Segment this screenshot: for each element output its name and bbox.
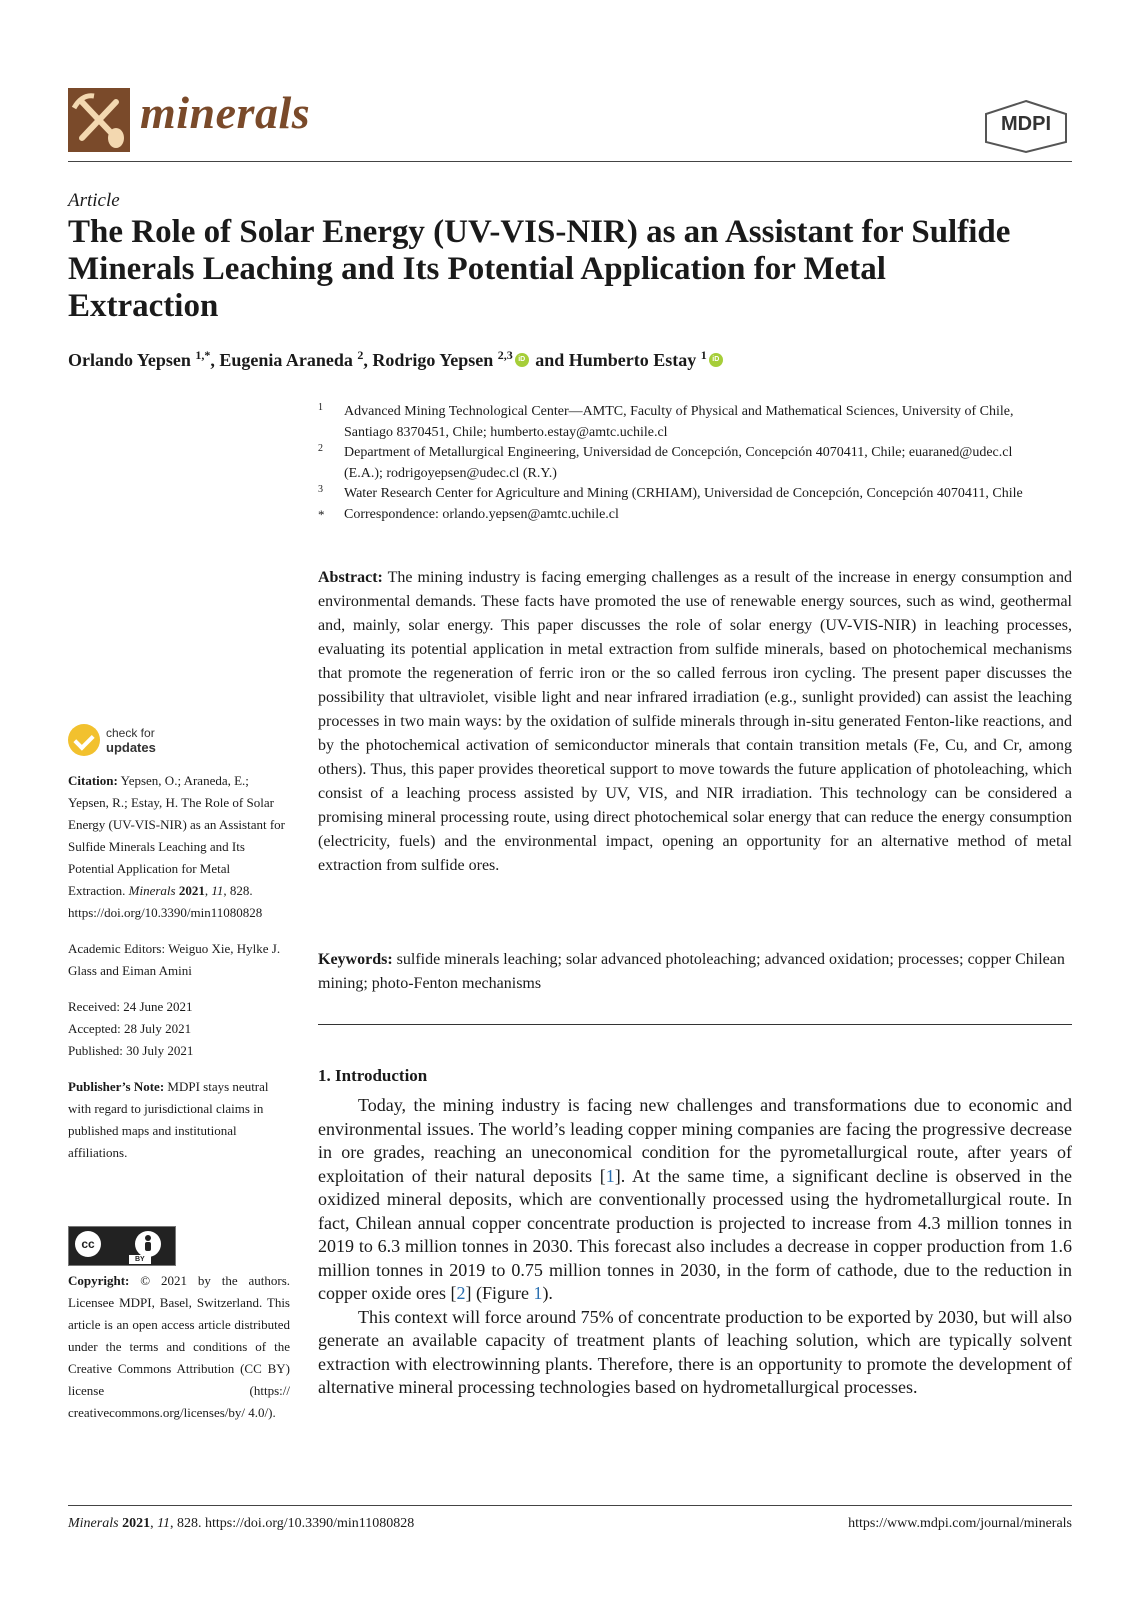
footer-year: 2021 <box>122 1516 151 1531</box>
publisher-note-text: MDPI stays neutral with regard to jurisdictional claims in published maps and institutional affiliations. <box>68 1079 269 1160</box>
affiliations <box>318 402 1048 525</box>
citation-link[interactable]: 2 <box>456 1283 466 1303</box>
section-heading: 1. Introduction <box>318 1066 428 1085</box>
footer-volume: 11 <box>157 1516 171 1531</box>
pickaxe-shovel-icon <box>68 88 130 152</box>
correspondence-mark: * <box>318 506 325 522</box>
publisher-name: MDPI <box>1001 113 1051 135</box>
check-updates-label-bold: updates <box>106 740 156 755</box>
affiliation-number: 1 <box>318 402 323 413</box>
affiliation-number: 3 <box>318 484 323 495</box>
paragraph <box>318 1094 1072 1306</box>
citation-block: Citation: Yepsen, O.; Araneda, E.; Yepsen, R.; Estay, H. The Role of Solar Energy (UV-VIS-NIR) as an Assistant for Sulfide Minerals Leaching and Its Potential Application for Metal Extraction. Minerals 2021, 11, 828. https://doi.org/10.3390/min11080828 <box>68 773 286 920</box>
citation-journal: Minerals <box>128 883 176 898</box>
journal-logo <box>68 88 130 152</box>
correspondence-text: Correspondence: orlando.yepsen@amtc.uchile.cl <box>344 506 619 522</box>
author-separator: , <box>210 350 220 370</box>
keywords-text: sulfide minerals leaching; solar advanced photoleaching; advanced oxidation; processes; copper Chilean mining; photo-Fenton mechanisms <box>318 951 1065 992</box>
author-separator: , <box>363 350 373 370</box>
citation-year: 2021 <box>178 883 205 898</box>
received-date: Received: 24 June 2021 <box>68 999 193 1014</box>
copyright-text: © 2021 by the authors. Licensee MDPI, Basel, Switzerland. This article is an open access article distributed under the terms and conditions of the Creative Commons Attribution (CC BY) license (https:// creativecommons.org/licenses/by/ 4.0/). <box>68 1273 291 1420</box>
journal-name: minerals <box>140 87 311 138</box>
check-icon <box>68 724 100 756</box>
paragraph-text: ). <box>542 1283 553 1303</box>
sidebar <box>68 770 290 1178</box>
header-divider <box>68 161 1072 162</box>
paragraph-text: ] (Figure <box>465 1283 534 1303</box>
copyright-label: Copyright: <box>68 1273 130 1288</box>
orcid-icon[interactable]: iD <box>515 353 529 367</box>
cc-license-badge[interactable] <box>68 1226 176 1266</box>
author-affiliation-marker: 2,3 <box>497 348 513 362</box>
author-name: Rodrigo Yepsen <box>372 350 498 370</box>
abstract-label: Abstract: <box>318 569 383 586</box>
affiliation-number: 2 <box>318 443 323 454</box>
citation-link[interactable]: 1 <box>605 1165 615 1186</box>
footer-journal: Minerals <box>68 1516 119 1531</box>
accepted-date: Accepted: 28 July 2021 <box>68 1021 192 1036</box>
affiliation-text: Advanced Mining Technological Center—AMTC, Faculty of Physical and Mathematical Sciences, University of Chile, Santiago 8370451, Chile; humberto.estay@amtc.uchile.cl <box>344 404 1014 440</box>
author-affiliation-marker: 2 <box>357 348 364 362</box>
dates <box>68 996 290 1062</box>
cc-by-label: BY <box>129 1255 151 1264</box>
article-title: The Role of Solar Energy (UV-VIS-NIR) as an Assistant for Sulfide Minerals Leaching and Its Potential Application for Metal Extraction <box>68 214 1011 324</box>
orcid-icon[interactable]: iD <box>709 353 723 367</box>
footer-journal-url[interactable]: https://www.mdpi.com/journal/minerals <box>848 1516 1072 1531</box>
introduction-body <box>318 1094 1072 1400</box>
author-list <box>68 348 725 371</box>
publisher-logo <box>980 98 1072 154</box>
check-updates-label: check for <box>106 726 155 740</box>
author-separator: and <box>530 350 569 370</box>
footer-doi[interactable]: , 828. https://doi.org/10.3390/min11080828 <box>170 1516 415 1531</box>
keywords <box>318 948 1072 996</box>
paragraph: This context will force around 75% of concentrate production to be exported by 2030, but will also generate an available capacity of treatment plants of leaching solution, which are typically solvent extraction with electrowinning plants. Therefore, there is an opportunity to promote the development of alternative mineral processing technologies based on hydrometallurgical processes. <box>318 1306 1072 1397</box>
keywords-label: Keywords: <box>318 951 393 968</box>
citation-volume: 11 <box>211 883 224 898</box>
abstract-text: The mining industry is facing emerging challenges as a result of the increase in energy consumption and environmental demands. These facts have promoted the use of renewable energy sources, such as wind, geothermal and, mainly, solar energy. This paper discusses the role of solar energy (UV-VIS-NIR) in leaching processes, evaluating its potential application in metal extraction from sulfide minerals, based on photochemical mechanisms that promote the regeneration of ferric iron or the so called ferrous iron cycling. The present paper discusses the possibility that ultraviolet, visible light and near infrared irradiation (e.g., sunlight provided) can assist the leaching processes in two main ways: by the oxidation of sulfide minerals through in-situ generated Fenton-like reactions, and by the photochemical activation of semiconductor minerals that contain transition metals (Fe, Cu, and Cr, among others). Thus, this paper provides theoretical support to move towards the future application of photoleaching, which consist of a leaching process assisted by UV, VIS, and NIR irradiation. This technology can be considered a promising mineral processing route, using direct photochemical solar energy that can reduce the energy consumption (electricity, fuels) and the environmental impact, opening an opportunity for an alternative method of metal extraction from sulfide ores. <box>318 569 1073 874</box>
article-type: Article <box>68 190 120 211</box>
affiliation-item <box>318 443 1048 484</box>
footer-divider <box>68 1505 1072 1506</box>
attribution-person-icon <box>135 1231 161 1257</box>
figure-link[interactable]: 1 <box>533 1283 543 1303</box>
affiliation-item <box>318 402 1048 443</box>
publisher-note <box>68 1076 290 1164</box>
cc-icon: cc <box>75 1231 101 1257</box>
correspondence <box>318 505 1048 526</box>
check-for-updates-button[interactable] <box>68 724 178 758</box>
affiliation-text: Department of Metallurgical Engineering, Universidad de Concepción, Concepción 4070411, Chile; euaraned@udec.cl (E.A.); rodrigoyepsen@udec.cl (R.Y.) <box>344 445 1013 481</box>
author-name: Humberto Estay <box>568 350 701 370</box>
affiliation-text: Water Research Center for Agriculture and Mining (CRHIAM), Universidad de Concepción, Concepción 4070411, Chile <box>344 486 1023 501</box>
academic-editors: Academic Editors: Weiguo Xie, Hylke J. Glass and Eiman Amini <box>68 941 281 978</box>
author-affiliation-marker: 1,* <box>195 348 211 362</box>
citation-text: Yepsen, O.; Araneda, E.; Yepsen, R.; Estay, H. The Role of Solar Energy (UV-VIS-NIR) as an Assistant for Sulfide Minerals Leaching and Its Potential Application for Metal Extraction. <box>68 773 286 898</box>
published-date: Published: 30 July 2021 <box>68 1043 194 1058</box>
publisher-note-label: Publisher’s Note: <box>68 1079 165 1094</box>
author-affiliation-marker: 1 <box>700 348 707 362</box>
section-divider <box>318 1024 1072 1025</box>
citation-label: Citation: <box>68 773 118 788</box>
copyright-block <box>68 1270 290 1424</box>
paragraph-text: Today, the mining industry is facing new challenges and transformations due to economic and environmental issues. The world’s leading copper mining companies are facing the progressive decrease in ore grades, reaching an uneconomical condition for the pyrometallurgical route, after years of exploitation of their natural deposits [ <box>318 1095 1072 1186</box>
author-name: Eugenia Araneda <box>219 350 358 370</box>
citation-doi[interactable]: , 828. https://doi.org/10.3390/min11080828 <box>68 883 263 920</box>
abstract <box>318 566 1072 878</box>
author-name: Orlando Yepsen <box>68 350 196 370</box>
affiliation-item <box>318 484 1048 505</box>
paragraph-text: ]. At the same time, a significant decline is observed in the oxidized mineral deposits, which are conventionally processed using the hydrometallurgical route. In fact, Chilean annual copper concentrate production is projected to increase from 4.3 million tonnes in 2019 to 6.3 million tonnes in 2030. This forecast also includes a decrease in copper production from 1.6 million tonnes in 2019 to 0.75 million tonnes in 2030, in the form of cathode, due to the reduction in copper oxide ores [ <box>318 1165 1073 1303</box>
footer-citation: Minerals 2021, 11, 828. https://doi.org/10.3390/min11080828 <box>68 1516 415 1531</box>
